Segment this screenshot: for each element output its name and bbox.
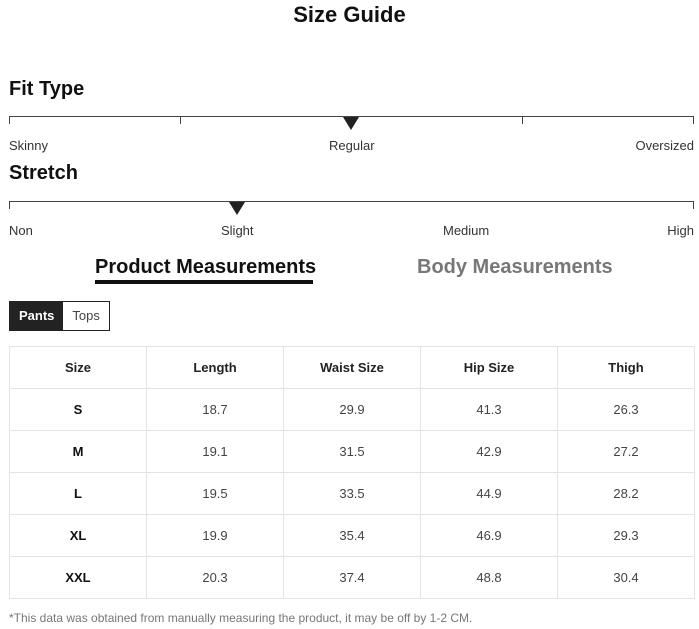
waist-cell: 37.4 xyxy=(284,557,421,599)
stretch-scale-tick xyxy=(9,201,10,209)
stretch-tick-label-non: Non xyxy=(9,223,33,238)
stretch-label: Stretch xyxy=(9,162,78,184)
size-cell: S xyxy=(10,389,147,431)
pants-toggle-button[interactable]: Pants xyxy=(10,302,63,330)
thigh-cell: 29.3 xyxy=(558,515,695,557)
hip-cell: 42.9 xyxy=(421,431,558,473)
thigh-cell: 26.3 xyxy=(558,389,695,431)
stretch-selected-marker-icon xyxy=(229,202,245,215)
waist-cell: 33.5 xyxy=(284,473,421,515)
thigh-cell: 28.2 xyxy=(558,473,695,515)
fit-scale-tick xyxy=(180,116,181,124)
header-size: Size xyxy=(10,347,147,389)
fit-scale-tick xyxy=(522,116,523,124)
fit-scale-tick xyxy=(693,116,694,124)
fit-tick-label-skinny: Skinny xyxy=(9,138,49,153)
hip-cell: 44.9 xyxy=(421,473,558,515)
hip-cell: 46.9 xyxy=(421,515,558,557)
size-cell: L xyxy=(10,473,147,515)
fit-selected-marker-icon xyxy=(343,117,359,130)
header-length: Length xyxy=(147,347,284,389)
length-cell: 20.3 xyxy=(147,557,284,599)
waist-cell: 31.5 xyxy=(284,431,421,473)
tab-body-measurements[interactable]: Body Measurements xyxy=(417,256,613,278)
fit-tick-label-oversized: Oversized xyxy=(635,138,694,153)
size-cell: XL xyxy=(10,515,147,557)
stretch-tick-label-medium: Medium xyxy=(443,223,490,238)
length-cell: 19.5 xyxy=(147,473,284,515)
active-tab-underline xyxy=(95,280,313,284)
size-table xyxy=(9,346,695,599)
thigh-cell: 27.2 xyxy=(558,431,695,473)
table-row xyxy=(10,431,695,473)
measurement-disclaimer: *This data was obtained from manually measuring the product, it may be off by 1-2 CM. xyxy=(9,611,473,625)
hip-cell: 48.8 xyxy=(421,557,558,599)
stretch-tick-label-high: High xyxy=(667,223,694,238)
table-row xyxy=(10,389,695,431)
header-thigh: Thigh xyxy=(558,347,695,389)
page-title: Size Guide xyxy=(293,2,406,27)
fit-type-label: Fit Type xyxy=(9,78,85,100)
header-waist-size: Waist Size xyxy=(284,347,421,389)
fit-tick-label-regular: Regular xyxy=(329,138,375,153)
tops-toggle-button[interactable]: Tops xyxy=(63,302,108,330)
length-cell: 19.1 xyxy=(147,431,284,473)
length-cell: 19.9 xyxy=(147,515,284,557)
stretch-scale-line xyxy=(9,201,694,202)
stretch-tick-label-slight: Slight xyxy=(221,223,254,238)
size-cell: M xyxy=(10,431,147,473)
table-row xyxy=(10,515,695,557)
table-header-row xyxy=(10,347,695,389)
stretch-scale xyxy=(9,201,694,241)
table-row xyxy=(10,473,695,515)
length-cell: 18.7 xyxy=(147,389,284,431)
stretch-scale-tick xyxy=(693,201,694,209)
size-cell: XXL xyxy=(10,557,147,599)
category-toggle xyxy=(9,301,110,331)
waist-cell: 29.9 xyxy=(284,389,421,431)
waist-cell: 35.4 xyxy=(284,515,421,557)
thigh-cell: 30.4 xyxy=(558,557,695,599)
fit-scale-tick xyxy=(9,116,10,124)
fit-type-scale xyxy=(9,116,694,156)
header-hip-size: Hip Size xyxy=(421,347,558,389)
tab-product-measurements[interactable]: Product Measurements xyxy=(95,256,317,278)
table-row xyxy=(10,557,695,599)
hip-cell: 41.3 xyxy=(421,389,558,431)
